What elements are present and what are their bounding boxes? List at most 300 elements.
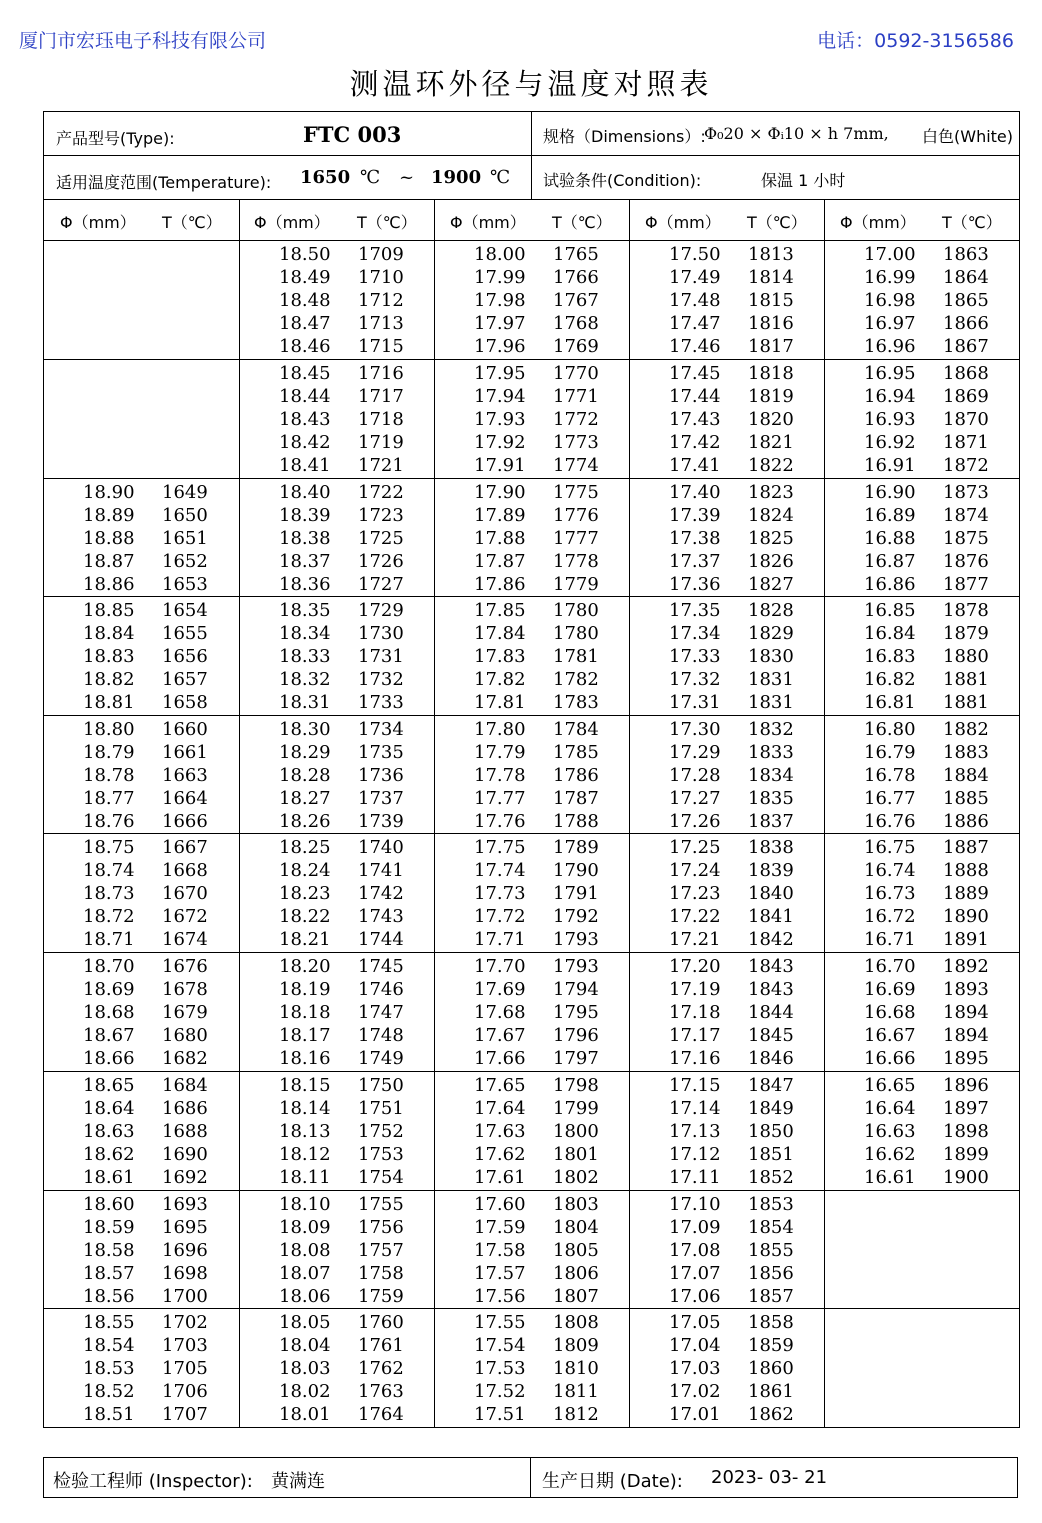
table-row [434,362,629,385]
temperature-cell: 1784 [553,719,599,740]
temperature-cell: 1736 [358,764,404,786]
table-row [43,622,238,645]
temperature-cell: 1793 [553,928,599,950]
diameter-cell: 16.95 [864,363,916,384]
diameter-cell: 16.76 [864,810,916,832]
table-row [824,1024,1019,1047]
temperature-cell: 1749 [358,1047,404,1069]
group-divider [43,715,1020,716]
table-row [629,312,824,335]
temperature-cell: 1839 [748,859,794,881]
table-row [629,1239,824,1262]
temperature-cell: 1744 [358,928,404,950]
diameter-cell: 17.19 [669,978,721,1000]
temperature-cell: 1881 [943,691,989,713]
temperature-cell: 1752 [358,1120,404,1142]
temperature-cell: 1789 [553,837,599,858]
diameter-cell: 18.42 [279,431,331,453]
temperature-cell: 1735 [358,741,404,763]
diameter-cell: 18.31 [279,691,331,713]
diameter-cell: 16.92 [864,431,916,453]
diameter-cell: 18.30 [279,719,331,740]
temperature-cell: 1649 [162,482,208,503]
temperature-cell: 1826 [748,550,794,572]
table-row [239,1216,434,1239]
temperature-cell: 1713 [358,312,404,334]
diameter-cell: 18.18 [279,1001,331,1023]
temperature-cell: 1814 [748,266,794,288]
temperature-cell: 1833 [748,741,794,763]
diameter-cell: 17.33 [669,645,721,667]
diameter-cell: 17.66 [474,1047,526,1069]
diameter-cell: 18.54 [83,1334,135,1356]
table-row [43,810,238,833]
diameter-cell: 18.40 [279,482,331,503]
temperature-cell: 1763 [358,1380,404,1402]
temperature-cell: 1742 [358,882,404,904]
table-row [629,362,824,385]
table-row [239,1074,434,1097]
diameter-cell: 17.07 [669,1262,721,1284]
diameter-cell: 17.51 [474,1403,526,1425]
table-row [629,882,824,905]
temperature-cell: 1858 [748,1312,794,1333]
column-header-temperature: T（℃） [357,213,417,232]
diameter-cell: 16.89 [864,504,916,526]
table-row [239,550,434,573]
table-row [824,362,1019,385]
temperature-cell: 1750 [358,1075,404,1096]
diameter-cell: 17.58 [474,1239,526,1261]
temperature-cell: 1690 [162,1143,208,1165]
production-date: 2023- 03- 21 [711,1467,828,1488]
diameter-cell: 17.72 [474,905,526,927]
temperature-cell: 1874 [943,504,989,526]
diameter-cell: 17.05 [669,1312,721,1333]
temperature-cell: 1661 [162,741,208,763]
table-row [629,504,824,527]
diameter-cell: 17.06 [669,1285,721,1307]
diameter-cell: 17.43 [669,408,721,430]
table-row [43,882,238,905]
temperature-cell: 1889 [943,882,989,904]
table-row [43,1024,238,1047]
temperature-cell: 1715 [358,335,404,357]
table-row [434,1403,629,1426]
table-row [629,978,824,1001]
table-row [434,527,629,550]
temperature-cell: 1764 [358,1403,404,1425]
temperature-cell: 1804 [553,1216,599,1238]
table-row [629,454,824,477]
temperature-cell: 1837 [748,810,794,832]
temperature-min: 1650 [300,167,351,188]
table-row [824,573,1019,596]
temperature-cell: 1799 [553,1097,599,1119]
table-row [824,859,1019,882]
temperature-cell: 1892 [943,956,989,977]
temperature-cell: 1853 [748,1194,794,1215]
temperature-cell: 1725 [358,527,404,549]
temperature-cell: 1786 [553,764,599,786]
table-row [824,882,1019,905]
table-row [629,718,824,741]
diameter-cell: 18.53 [83,1357,135,1379]
diameter-cell: 16.75 [864,837,916,858]
temperature-cell: 1795 [553,1001,599,1023]
column-header-diameter: Φ（mm） [60,213,136,232]
diameter-cell: 17.22 [669,905,721,927]
table-row [434,1285,629,1308]
diameter-cell: 18.56 [83,1285,135,1307]
temperature-cell: 1846 [748,1047,794,1069]
temperature-cell: 1812 [553,1403,599,1425]
temperature-cell: 1815 [748,289,794,311]
table-row [824,335,1019,358]
column-header-diameter: Φ（mm） [450,213,526,232]
diameter-cell: 18.04 [279,1334,331,1356]
table-row [239,1334,434,1357]
diameter-cell: 17.86 [474,573,526,595]
temperature-cell: 1709 [358,244,404,265]
table-row [824,1097,1019,1120]
temperature-cell: 1664 [162,787,208,809]
temperature-cell: 1747 [358,1001,404,1023]
diameter-cell: 17.94 [474,385,526,407]
diameter-cell: 16.63 [864,1120,916,1142]
diameter-cell: 17.79 [474,741,526,763]
diameter-cell: 18.64 [83,1097,135,1119]
info-col-divider [531,111,532,200]
temperature-cell: 1770 [553,363,599,384]
table-row [434,385,629,408]
diameter-cell: 17.92 [474,431,526,453]
temperature-cell: 1847 [748,1075,794,1096]
diameter-cell: 16.88 [864,527,916,549]
table-row [43,1285,238,1308]
diameter-cell: 18.69 [83,978,135,1000]
table-row [43,1334,238,1357]
table-row [239,431,434,454]
diameter-cell: 17.76 [474,810,526,832]
table-row [434,599,629,622]
table-row [43,645,238,668]
diameter-cell: 17.93 [474,408,526,430]
table-row [239,243,434,266]
header-divider [43,240,1020,241]
diameter-cell: 18.08 [279,1239,331,1261]
temperature-cell: 1887 [943,837,989,858]
temperature-cell: 1791 [553,882,599,904]
temperature-cell: 1881 [943,668,989,690]
diameter-cell: 18.37 [279,550,331,572]
diameter-cell: 17.71 [474,928,526,950]
diameter-cell: 16.82 [864,668,916,690]
table-row [43,504,238,527]
temperature-cell: 1835 [748,787,794,809]
table-row [434,1311,629,1334]
temperature-cell: 1870 [943,408,989,430]
temperature-cell: 1841 [748,905,794,927]
table-row [629,741,824,764]
diameter-cell: 17.32 [669,668,721,690]
temperature-cell: 1706 [162,1380,208,1402]
table-row [824,1143,1019,1166]
diameter-cell: 16.90 [864,482,916,503]
table-row [824,978,1019,1001]
table-row [43,1262,238,1285]
temperature-cell: 1718 [358,408,404,430]
temperature-cell: 1765 [553,244,599,265]
temperature-cell: 1653 [162,573,208,595]
temperature-cell: 1884 [943,764,989,786]
temperature-cell: 1859 [748,1334,794,1356]
diameter-cell: 18.13 [279,1120,331,1142]
diameter-cell: 17.62 [474,1143,526,1165]
diameter-cell: 17.01 [669,1403,721,1425]
temperature-cell: 1702 [162,1312,208,1333]
diameter-cell: 18.44 [279,385,331,407]
table-row [434,1262,629,1285]
diameter-cell: 17.70 [474,956,526,977]
temperature-cell: 1900 [943,1166,989,1188]
table-row [239,1120,434,1143]
table-row [629,573,824,596]
diameter-cell: 18.16 [279,1047,331,1069]
temperature-cell: 1876 [943,550,989,572]
table-row [434,243,629,266]
table-row [629,691,824,714]
temperature-cell: 1651 [162,527,208,549]
diameter-cell: 18.57 [83,1262,135,1284]
temperature-cell: 1796 [553,1024,599,1046]
diameter-cell: 17.84 [474,622,526,644]
table-row [629,481,824,504]
temperature-cell: 1652 [162,550,208,572]
diameter-cell: 18.07 [279,1262,331,1284]
table-row [629,668,824,691]
diameter-cell: 16.84 [864,622,916,644]
diameter-cell: 17.23 [669,882,721,904]
diameter-cell: 18.83 [83,645,135,667]
table-row [434,1074,629,1097]
temperature-cell: 1822 [748,454,794,476]
table-row [434,905,629,928]
table-row [629,335,824,358]
temperature-cell: 1888 [943,859,989,881]
table-row [629,836,824,859]
temperature-cell: 1798 [553,1075,599,1096]
temperature-cell: 1805 [553,1239,599,1261]
temperature-cell: 1731 [358,645,404,667]
diameter-cell: 18.71 [83,928,135,950]
column-header-temperature: T（℃） [747,213,807,232]
temperature-cell: 1670 [162,882,208,904]
table-row [629,859,824,882]
table-row [434,741,629,764]
diameter-cell: 18.24 [279,859,331,881]
diameter-cell: 17.81 [474,691,526,713]
inspector-label: 检验工程师 (Inspector): [53,1471,253,1492]
diameter-cell: 18.55 [83,1312,135,1333]
diameter-cell: 17.30 [669,719,721,740]
table-row [239,1193,434,1216]
diameter-cell: 18.41 [279,454,331,476]
dimensions-label: 规格（Dimensions）: [543,127,706,146]
table-row [824,385,1019,408]
diameter-cell: 16.79 [864,741,916,763]
table-row [824,741,1019,764]
diameter-cell: 16.70 [864,956,916,977]
diameter-cell: 16.91 [864,454,916,476]
temperature-cell: 1831 [748,668,794,690]
table-row [629,1262,824,1285]
diameter-cell: 18.22 [279,905,331,927]
table-row [239,454,434,477]
table-row [43,527,238,550]
temperature-cell: 1717 [358,385,404,407]
table-row [434,1047,629,1070]
diameter-cell: 18.78 [83,764,135,786]
diameter-cell: 16.85 [864,600,916,621]
diameter-cell: 18.32 [279,668,331,690]
type-value: FTC 003 [303,122,402,147]
table-row [824,431,1019,454]
temperature-cell: 1832 [748,719,794,740]
diameter-cell: 17.00 [864,244,916,265]
table-row [824,454,1019,477]
table-row [239,527,434,550]
condition-label: 试验条件(Condition): [543,171,702,190]
table-row [434,312,629,335]
diameter-cell: 17.52 [474,1380,526,1402]
temperature-cell: 1751 [358,1097,404,1119]
table-row [824,1120,1019,1143]
temperature-cell: 1667 [162,837,208,858]
temperature-cell: 1883 [943,741,989,763]
type-label: 产品型号(Type): [56,129,175,148]
temperature-cell: 1855 [748,1239,794,1261]
diameter-cell: 17.12 [669,1143,721,1165]
diameter-cell: 18.89 [83,504,135,526]
temperature-cell: 1850 [748,1120,794,1142]
diameter-cell: 18.52 [83,1380,135,1402]
temperature-cell: 1856 [748,1262,794,1284]
table-row [43,1166,238,1189]
footer-divider [530,1457,531,1498]
table-row [824,243,1019,266]
group-divider [43,1190,1020,1191]
diameter-cell: 17.85 [474,600,526,621]
table-row [239,1380,434,1403]
table-row [239,1024,434,1047]
temperature-unit-min: ℃ [360,167,381,188]
temperature-cell: 1762 [358,1357,404,1379]
table-row [824,266,1019,289]
table-row [434,645,629,668]
diameter-cell: 16.74 [864,859,916,881]
diameter-cell: 17.80 [474,719,526,740]
temperature-cell: 1666 [162,810,208,832]
diameter-cell: 16.96 [864,335,916,357]
table-row [629,527,824,550]
table-row [434,335,629,358]
group-divider [43,1071,1020,1072]
table-row [629,1047,824,1070]
temperature-cell: 1790 [553,859,599,881]
table-row [239,573,434,596]
diameter-cell: 18.72 [83,905,135,927]
temperature-cell: 1871 [943,431,989,453]
table-row [434,573,629,596]
diameter-cell: 16.71 [864,928,916,950]
temperature-cell: 1700 [162,1285,208,1307]
diameter-cell: 16.73 [864,882,916,904]
diameter-cell: 18.59 [83,1216,135,1238]
table-row [43,1403,238,1426]
table-row [629,645,824,668]
temperature-cell: 1844 [748,1001,794,1023]
diameter-cell: 18.45 [279,363,331,384]
temperature-cell: 1655 [162,622,208,644]
table-row [824,1074,1019,1097]
temperature-cell: 1780 [553,600,599,621]
temperature-cell: 1766 [553,266,599,288]
diameter-cell: 17.44 [669,385,721,407]
temperature-cell: 1829 [748,622,794,644]
table-row [43,1380,238,1403]
diameter-cell: 18.14 [279,1097,331,1119]
table-row [434,1097,629,1120]
temperature-cell: 1877 [943,573,989,595]
diameter-cell: 17.87 [474,550,526,572]
diameter-cell: 16.69 [864,978,916,1000]
diameter-cell: 17.64 [474,1097,526,1119]
temperature-cell: 1723 [358,504,404,526]
temperature-cell: 1780 [553,622,599,644]
table-row [239,312,434,335]
table-row [434,1166,629,1189]
diameter-cell: 18.68 [83,1001,135,1023]
temperature-cell: 1863 [943,244,989,265]
diameter-cell: 18.60 [83,1194,135,1215]
diameter-cell: 17.91 [474,454,526,476]
diameter-cell: 16.87 [864,550,916,572]
temperature-cell: 1688 [162,1120,208,1142]
table-row [629,928,824,951]
diameter-cell: 17.08 [669,1239,721,1261]
temperature-cell: 1716 [358,363,404,384]
diameter-cell: 17.56 [474,1285,526,1307]
temperature-cell: 1801 [553,1143,599,1165]
table-row [43,787,238,810]
table-row [629,289,824,312]
table-row [434,504,629,527]
table-row [43,481,238,504]
temperature-cell: 1865 [943,289,989,311]
table-row [43,1143,238,1166]
temperature-cell: 1827 [748,573,794,595]
diameter-cell: 18.65 [83,1075,135,1096]
column-header-temperature: T（℃） [552,213,612,232]
temperature-cell: 1719 [358,431,404,453]
table-row [629,1311,824,1334]
temperature-cell: 1726 [358,550,404,572]
temperature-cell: 1785 [553,741,599,763]
table-row [824,928,1019,951]
temperature-cell: 1710 [358,266,404,288]
table-row [43,599,238,622]
